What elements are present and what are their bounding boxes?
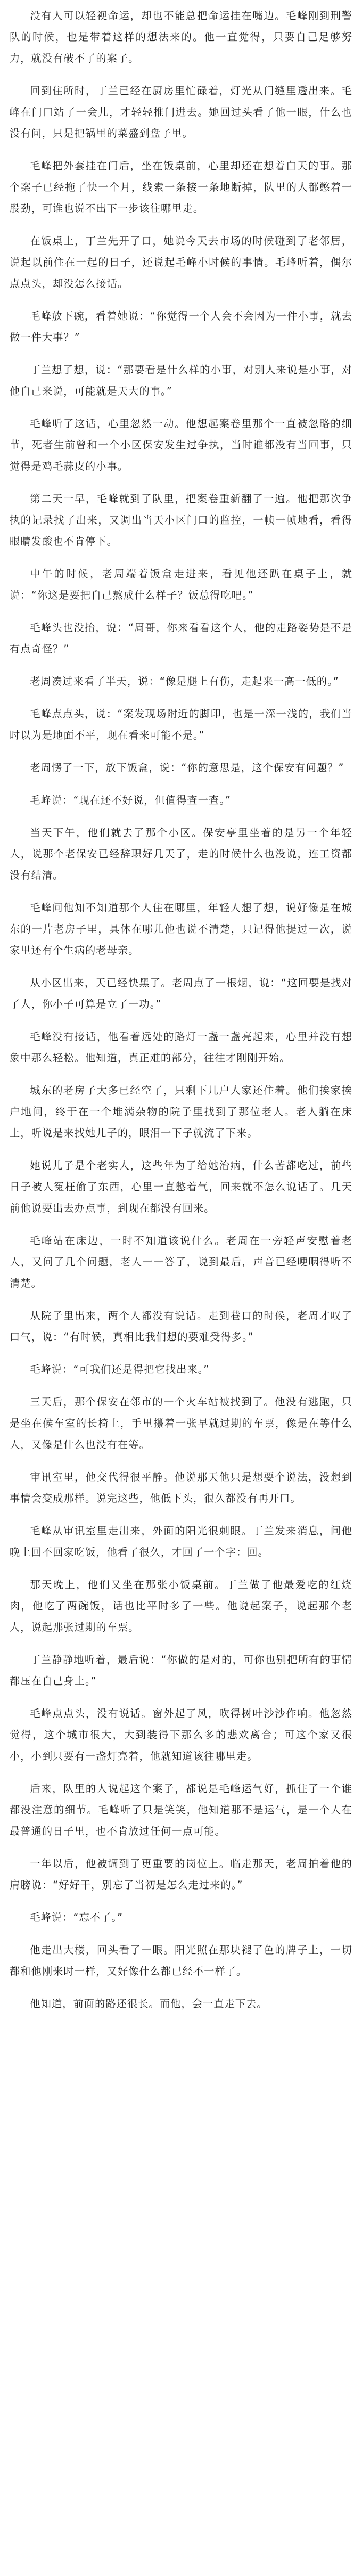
paragraph: 毛峰问他知不知道那个人住在哪里，年轻人想了想，说好像是在城东的一片老房子里，具体在哪儿他也说不清楚，只记得他提过一次，说家里还有个生病的老母亲。 — [10, 902, 352, 956]
paragraph: 三天后，那个保安在邻市的一个火车站被找到了。他没有逃跑，只是坐在候车室的长椅上，手里攥着一张早就过期的车票，像是在等什么人，又像是什么也没有在等。 — [10, 1396, 352, 1451]
paragraph: 毛峰放下碗，看着她说：“你觉得一个人会不会因为一件小事，就去做一件大事？” — [10, 310, 352, 344]
paragraph: 毛峰听了这话，心里忽然一动。他想起案卷里那个一直被忽略的细节，死者生前曾和一个小区保安发生过争执，当时谁都没有当回事，只觉得是鸡毛蒜皮的小事。 — [10, 418, 352, 472]
paragraph: 毛峰说：“现在还不好说，但值得查一查。” — [30, 794, 232, 806]
paragraph: 那天晚上，他们又坐在那张小饭桌前。丁兰做了他最爱吃的红烧肉，他吃了两碗饭，话也比平时多了一些。他说起案子，说起那个老人，说起那张过期的车票。 — [10, 1579, 352, 1633]
paragraph: 从小区出来，天已经快黑了。老周点了一根烟，说：“这回要是找对了人，你小子可算是立了一功。” — [10, 977, 352, 1010]
paragraph: 当天下午，他们就去了那个小区。保安亭里坐着的是另一个年轻人，说那个老保安已经辞职好几天了，走的时候什么也没说，连工资都没有结清。 — [10, 827, 352, 881]
article-body — [10, 5, 352, 2015]
paragraph: 老周愣了一下，放下饭盒，说：“你的意思是，这个保安有问题？” — [30, 762, 344, 774]
paragraph: 毛峰点点头，没有说话。窗外起了风，吹得树叶沙沙作响。他忽然觉得，这个城市很大，大到装得下那么多的悲欢离合；可这个家又很小，小到只要有一盏灯亮着，他就知道该往哪里走。 — [10, 1707, 352, 1762]
paragraph: 毛峰点点头，说：“案发现场附近的脚印，也是一深一浅的，我们当时以为是地面不平，现在看来可能不是。” — [10, 708, 352, 741]
paragraph: 毛峰把外套挂在门后，坐在饭桌前，心里却还在想着白天的事。那个案子已经拖了快一个月，线索一条接一条地断掉，队里的人都憋着一股劲，可谁也说不出下一步该往哪里走。 — [10, 160, 352, 215]
paragraph: 丁兰想了想，说：“那要看是什么样的小事，对别人来说是小事，对他自己来说，可能就是天大的事。” — [10, 364, 352, 397]
paragraph: 城东的老房子大多已经空了，只剩下几户人家还住着。他们挨家挨户地问，终于在一个堆满杂物的院子里找到了那位老人。老人躺在床上，听说是来找她儿子的，眼泪一下子就流了下来。 — [10, 1084, 352, 1139]
paragraph: 第二天一早，毛峰就到了队里，把案卷重新翻了一遍。他把那次争执的记录找了出来，又调出当天小区门口的监控，一帧一帧地看，看得眼睛发酸也不肯停下。 — [10, 493, 352, 547]
paragraph: 审讯室里，他交代得很平静。他说那天他只是想要个说法，没想到事情会变成那样。说完这些，他低下头，很久都没有再开口。 — [10, 1471, 352, 1504]
paragraph: 没有人可以轻视命运，却也不能总把命运挂在嘴边。毛峰刚到刑警队的时候，也是带着这样的想法来的。他一直觉得，只要自己足够努力，就没有破不了的案子。 — [10, 10, 352, 64]
paragraph: 中午的时候，老周端着饭盒走进来，看见他还趴在桌子上，就说：“你这是要把自己熬成什么样子？饭总得吃吧。” — [10, 568, 352, 601]
paragraph: 毛峰站在床边，一时不知道该说什么。老周在一旁轻声安慰着老人，又问了几个问题，老人一一答了，说到最后，声音已经哽咽得听不清楚。 — [10, 1234, 352, 1289]
paragraph: 老周凑过来看了半天，说：“像是腿上有伤，走起来一高一低的。” — [30, 675, 339, 688]
paragraph: 一年以后，他被调到了更重要的岗位上。临走那天，老周拍着他的肩膀说：“好好干，别忘了当初是怎么走过来的。” — [10, 1858, 352, 1891]
paragraph: 毛峰从审讯室里走出来，外面的阳光很刺眼。丁兰发来消息，问他晚上回不回家吃饭，他看了很久，才回了一个字：回。 — [10, 1525, 352, 1558]
paragraph: 毛峰头也没抬，说：“周哥，你来看看这个人，他的走路姿势是不是有点奇怪？” — [10, 621, 352, 655]
paragraph: 毛峰说：“忘不了。” — [30, 1911, 124, 1924]
paragraph: 丁兰静静地听着，最后说：“你做的是对的，可你也别把所有的事情都压在自己身上。” — [10, 1654, 352, 1687]
paragraph: 回到住所时，丁兰已经在厨房里忙碌着，灯光从门缝里透出来。毛峰在门口站了一会儿，才轻轻推门进去。她回过头看了他一眼，什么也没有问，只是把锅里的菜盛到盘子里。 — [10, 85, 352, 140]
paragraph: 毛峰说：“可我们还是得把它找出来。” — [30, 1363, 210, 1376]
paragraph: 她说儿子是个老实人，这些年为了给她治病，什么苦都吃过，前些日子被人冤枉偷了东西，心里一直憋着气，回来就不怎么说话了。几天前他说要出去办点事，到现在都没有回来。 — [10, 1159, 352, 1214]
paragraph: 他知道，前面的路还很长。而他，会一直走下去。 — [30, 1998, 268, 2010]
paragraph: 毛峰没有接话，他看着远处的路灯一盏一盏亮起来，心里并没有想象中那么轻松。他知道，真正难的部分，往往才刚刚开始。 — [10, 1031, 352, 1064]
paragraph: 他走出大楼，回头看了一眼。阳光照在那块褪了色的牌子上，一切都和他刚来时一样，又好像什么都已经不一样了。 — [10, 1944, 352, 1977]
paragraph: 从院子里出来，两个人都没有说话。走到巷口的时候，老周才叹了口气，说：“有时候，真相比我们想的要难受得多。” — [10, 1310, 352, 1343]
paragraph: 后来，队里的人说起这个案子，都说是毛峰运气好，抓住了一个谁都没注意的细节。毛峰听了只是笑笑，他知道那不是运气，是一个人在最普通的日子里，也不肯放过任何一点可能。 — [10, 1782, 352, 1837]
paragraph: 在饭桌上，丁兰先开了口，她说今天去市场的时候碰到了老邻居，说起以前住在一起的日子，还说起毛峰小时候的事情。毛峰听着，偶尔点点头，却没怎么接话。 — [10, 235, 352, 290]
